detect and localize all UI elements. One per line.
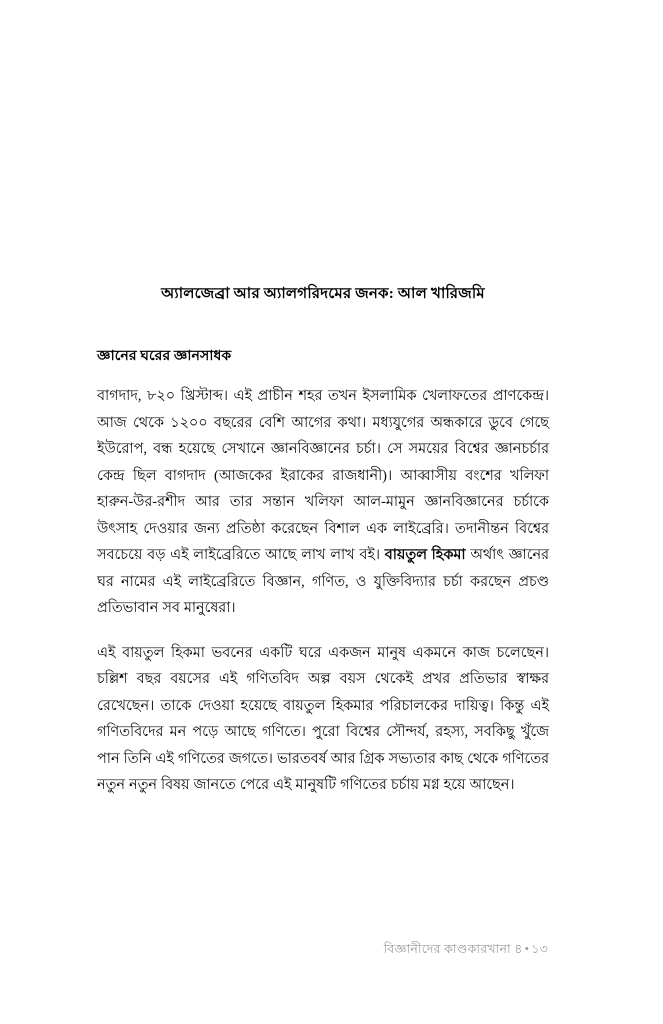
page-footer xyxy=(97,940,548,959)
chapter-title: অ্যালজেব্রা আর অ্যালগরিদমের জনক: আল খারিজমি xyxy=(161,285,485,302)
footer-book-title: বিজ্ঞানীদের কাণ্ডকারখানা ৪ xyxy=(383,942,523,956)
section-heading: জ্ঞানের ঘরের জ্ঞানসাধক xyxy=(97,347,232,364)
text-column xyxy=(97,283,549,799)
footer-separator: • xyxy=(524,942,530,956)
body-paragraph-2: এই বায়তুল হিকমা ভবনের একটি ঘরে একজন মানুষ একমনে কাজ চলেছেন। চল্লিশ বছর বয়সের এই গণিতবিদ অল্প বয়স থেকেই প্রখর প্রতিভার স্বাক্ষর রেখেছেন। তাকে দেওয়া হয়েছে বায়তুল হিকমার পরিচালকের দায়িত্ব। কিন্তু এই গণিতবিদের মন পড়ে আছে গণিতে। পুরো বিশ্বের সৌন্দর্য, রহস্য, সবকিছু খুঁজে পান তিনি এই গণিতের জগতে। ভারতবর্ষ আর গ্রিক সভ্যতার কাছ থেকে গণিতের নতুন নতুন বিষয় জানতে পেরে এই মানুষটি গণিতের চর্চায় মগ্ন হয়ে আছেন। xyxy=(97,644,549,794)
body-paragraph-1 xyxy=(97,383,549,622)
bayt-al-hikma-bold-term: বায়তুল হিকমা xyxy=(384,547,466,564)
paragraph-1-text-before-bold: বাগদাদ, ৮২০ খ্রিস্টাব্দ। এই প্রাচীন শহর তখন ইসলামিক খেলাফতের প্রাণকেন্দ্র। আজ থেকে ১২০০ বছরের বেশি আগের কথা। মধ্যযুগের অন্ধকারে ডুবে গেছে ইউরোপ, বন্ধ হয়েছে সেখানে জ্ঞানবিজ্ঞানের চর্চা। সে সময়ের বিশ্বের জ্ঞানচর্চার কেন্দ্র ছিল বাগদাদ (আজকের ইরাকের রাজধানী)। আব্বাসীয় বংশের খলিফা হারুন-উর-রশীদ আর তার সন্তান খলিফা আল-মামুন জ্ঞানবিজ্ঞানের চর্চাকে উৎসাহ দেওয়ার জন্য প্রতিষ্ঠা করেছেন বিশাল এক লাইব্রেরি। তদানীন্তন বিশ্বের সবচেয়ে বড় এই লাইব্রেরিতে আছে লাখ লাখ বই। xyxy=(97,388,549,564)
footer-page-number: ১৩ xyxy=(531,942,548,956)
paragraph-1-text-after-bold: অর্থাৎ জ্ঞানের ঘর নামের এই লাইব্রেরিতে বিজ্ঞান, গণিত, ও যুক্তিবিদ্যার চর্চা করছেন প্রচণ্ড প্রতিভাবান সব মানুষেরা। xyxy=(97,547,549,617)
